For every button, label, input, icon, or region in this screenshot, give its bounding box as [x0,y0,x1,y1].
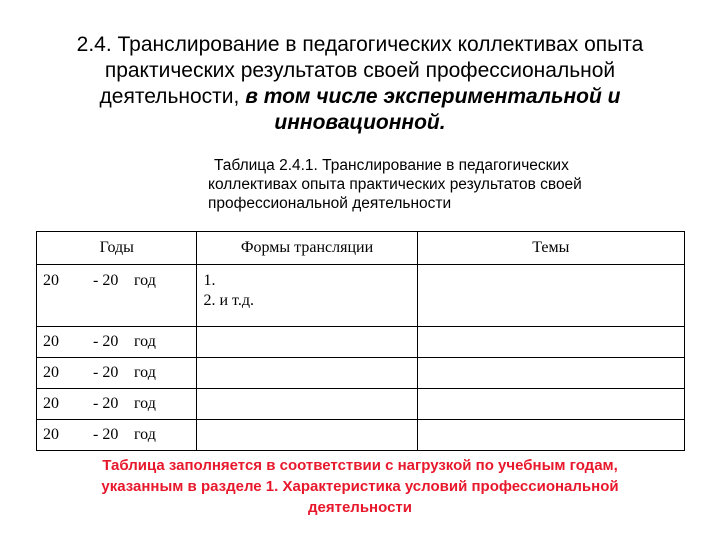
table-row [37,389,685,420]
forms-cell [197,327,417,358]
header-years: Годы [37,232,197,265]
year-cell [37,327,197,358]
year-start: 20 [43,333,59,350]
year-end: - 20 [93,426,119,443]
forms-cell [197,420,417,451]
year-end: - 20 [93,333,119,350]
table-row [37,420,685,451]
table-header-row [37,232,685,265]
year-label: год [134,426,156,443]
topic-cell [417,358,684,389]
topic-cell [417,327,684,358]
year-end: - 20 [93,272,119,289]
caption-line-1: Таблица 2.4.1. Транслирование в педагогических [214,157,569,174]
caption-line-2: коллективах опыта практических результатов своей [208,176,582,193]
translation-table [36,231,685,451]
year-label: год [134,364,156,381]
year-label: год [134,395,156,412]
year-start: 20 [43,364,59,381]
forms-item-2: 2. и т.д. [203,292,254,309]
heading-line-3-plain: деятельности, [99,85,246,108]
heading-line-2: практических результатов своей профессиональной [104,59,616,82]
header-forms: Формы трансляции [197,232,417,265]
heading-line-1: 2.4. Транслирование в педагогических коллективах опыта [76,33,644,56]
section-heading [18,32,702,136]
note-line-1: Таблица заполняется в соответствии с нагрузкой по учебным годам, [102,457,618,474]
year-start: 20 [43,272,59,289]
table-row [37,358,685,389]
forms-cell [197,358,417,389]
year-label: год [134,272,156,289]
note-line-2: указанным в разделе 1. Характеристика условий профессиональной [101,478,619,495]
year-cell [37,420,197,451]
year-start: 20 [43,426,59,443]
topic-cell [417,265,684,327]
topic-cell [417,420,684,451]
year-start: 20 [43,395,59,412]
table-row [37,327,685,358]
table-row [37,265,685,327]
forms-item-1: 1. [203,272,216,289]
note-line-3: деятельности [308,499,412,516]
heading-line-3 [18,84,702,110]
year-cell [37,389,197,420]
year-cell [37,265,197,327]
year-end: - 20 [93,395,119,412]
year-label: год [134,333,156,350]
heading-line-3-emphasis: в том числе экспериментальной и [245,85,621,108]
year-cell [37,358,197,389]
topic-cell [417,389,684,420]
header-topics: Темы [417,232,684,265]
fill-instruction-note [20,455,700,518]
caption-line-3: профессиональной деятельности [208,195,452,212]
table-caption [208,156,668,213]
forms-cell [197,389,417,420]
year-end: - 20 [93,364,119,381]
heading-line-4: инновационной. [274,111,446,134]
forms-cell [197,265,417,327]
